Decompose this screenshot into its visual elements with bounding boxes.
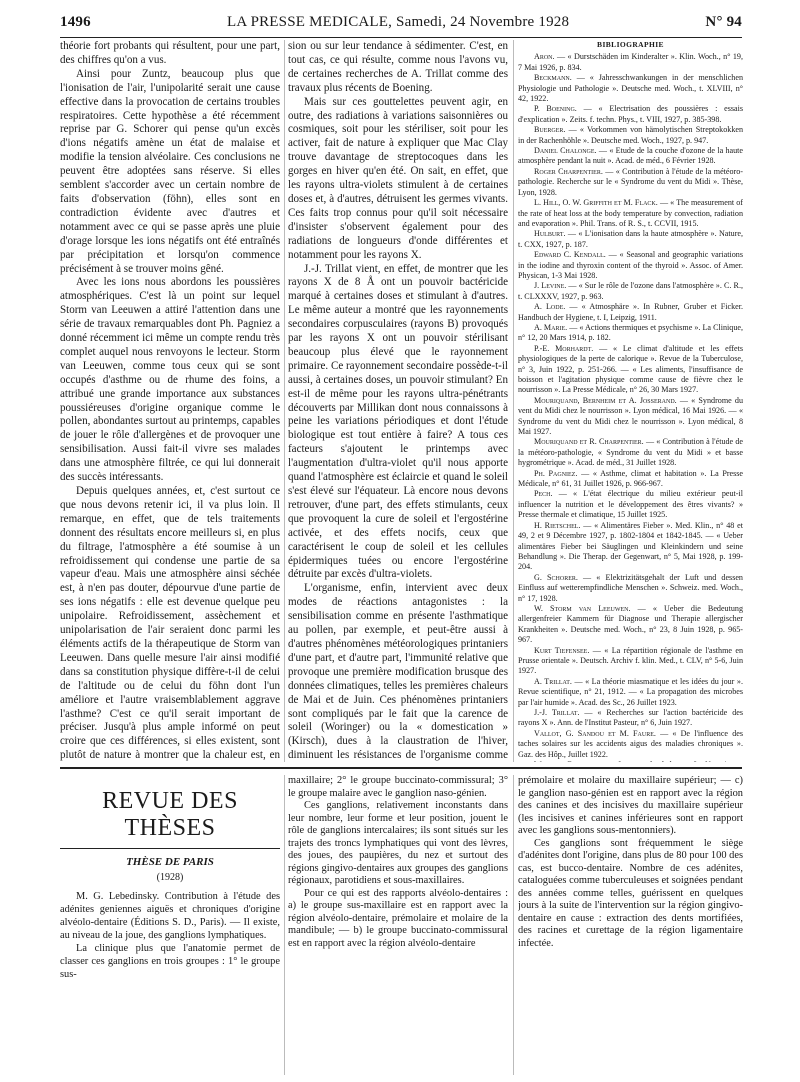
header-rule — [60, 37, 742, 38]
bibliography-entry — [518, 229, 743, 250]
these-year: (1928) — [156, 872, 184, 883]
bibliography-title: BIBLIOGRAPHIE — [597, 40, 664, 49]
bibliography-text: — « Electrisation des poussières : essais d'explication ». Zeits. f. techn. Phys., t. VIII, 1927, p. 385-398. — [518, 104, 743, 124]
bibliography-entry — [518, 469, 743, 490]
bibliography-text: — « Seasonal and geographic variations in the iodine and thyroxin content of the thyroid ». Assoc. of Amer. Physican, 1-3 Mai 1928. — [518, 250, 743, 280]
bibliography-entry — [518, 167, 743, 198]
bibliography-author: G. Schorer. — [534, 572, 578, 582]
bibliography-entry — [518, 281, 743, 302]
bibliography-text: — « Atmosphäre ». In Rubner, Gruber et Ficker. Handbuch der Hygiene, t. I, Leipzig, 1911. — [518, 302, 743, 322]
these-column-3 — [518, 775, 743, 1075]
bibliography-entry — [518, 437, 743, 468]
bibliography-author: Buerger. — [534, 125, 566, 135]
bibliography-text: — « La théorie miasmatique et les idées du jour ». Revue scientifique, n° 21, 1912. — « La propagation des microbes par l'air humide ». Acad. des Sc., 26 Juillet 1923. — [518, 676, 743, 707]
bibliography-author: Daniel Chalonge. — [534, 146, 597, 156]
bibliography-entry — [518, 677, 743, 708]
bibliography-text: — « Elektrizitätsgehalt der Luft und dessen Einfluss auf wetterempfindliche Menschen ». Schweiz. med. Woch., n° 17, 1928. — [518, 572, 743, 603]
bibliography-entry — [518, 250, 743, 281]
bibliography-author: A. Marie. — [534, 322, 568, 332]
bibliography-entry — [518, 573, 743, 604]
bibliography-list — [518, 52, 743, 762]
bibliography-entry — [518, 396, 743, 438]
bibliography-author: W. Storm van Leeuwen. — [534, 603, 631, 613]
bibliography-text: — « Alimentäres Fieber ». Med. Klin., n° 48 et 49, 2 et 9 Décembre 1927, p. 1802-1804 et 1842-1845. — « Ueber alimentäres Fieber bei Säuglingen und Kleinkindern und seine Behandlung ». Die Therap. der Gegenwart, n° 5, Mai 1928, p. 199-204. — [518, 520, 743, 572]
bibliography-entry — [518, 198, 743, 229]
bibliography-entry — [518, 146, 743, 167]
bibliography-entry — [518, 604, 743, 646]
bibliography-text: — « Ueber die Bedeutung allergenfreier Kammern für Diagnose und Therapie allergischer Krankheiten ». Deutsche med. Woch., n° 23, 8 Juin 1928, p. 965-967. — [518, 603, 743, 645]
paragraph: M. G. Lebedinsky. Contribution à l'étude des adénites geniennes aiguës et chroniques d'origine alvéolo-dentaire (Éditions S. D., Paris). — Il existe, au niveau de la joue, des ganglions lymphatiques. — [60, 891, 280, 941]
article-column-2 — [288, 40, 508, 762]
bibliography-text: — « La répartition régionale de l'asthme en Prusse orientale ». Deutsch. Archiv f. klin. Med., t. CLV, n° 5-6, Juin 1927. — [518, 645, 743, 676]
bibliography-text: — « Actions thermiques et psychisme ». La Clinique, n° 12, 20 Mars 1914, p. 182. — [518, 322, 743, 343]
bibliography-text: — « De l'influence des taches solaires sur les accidents aigus des maladies chroniques ». Gaz. des Hôp., Juillet 1922. — [518, 728, 743, 759]
bibliography-entry — [518, 760, 743, 762]
bibliography-entry — [518, 729, 743, 760]
section-rule — [60, 767, 742, 769]
paragraph: Ces ganglions, relativement inconstants dans leur nombre, leur forme et leur position, jouent le rôle de ganglions intercalaires; ils sont situés sur les trajets des troncs lymphatiques qui vont des lèvres, des joues, des paupières, du nez et surtout des régions gingivo-dentaires aux groupes des ganglions régionaux, parotidiens et sous-maxillaires. — [288, 800, 508, 886]
bibliography-author: P.-E. Morhardt. — [534, 343, 594, 353]
these-heading: THÈSE DE PARIS — [126, 856, 214, 868]
article-column-1 — [60, 40, 280, 762]
paragraph: Mais sur ces gouttelettes peuvent agir, en outre, des radiations à variations saisonnières ou cosmiques, soit pour les stériliser, soit pour les activer, fait de nature à expliquer que Mac Clay trouve davantage de streptocoques dans les gorges en hiver qu'en été. On sait, en effet, que les rayons ultra-violets stimulent à de certaines doses et, à d'autres, détruisent les germes vivants. Ces faits trop connus pour qu'il soit nécessaire d'insister s'observent également pour des radiations de longueurs d'onde différentes et notamment pour les rayons X. — [288, 95, 508, 261]
paragraph: L'organisme, enfin, intervient avec deux modes de réactions antagonistes : la sensibilisation comme en présente l'asthmatique au pollen, par exemple, et peut-être aussi à d'autres phénomènes météorologiques printaniers d'une part, et d'autre part, l'immunité relative que provoque une première modification brusque des données climatiques, telles les premières chaleurs de Mai et de Juin. Ces phénomènes printaniers sont compliqués par le fait que la carence de soleil (Woringer) ou la « domestication » (Kirsch), dues à la claustration de l'hiver, diminuent les résistances de l'organisme comme — [288, 582, 508, 762]
bibliography-text: — « Jahresschwankungen in der menschlichen Physiologie und Pathologie ». Deutsche med. Woch., t. XLVIII, n° 42, 1922. — [518, 73, 743, 104]
bibliography-author: Ph. Pagniez. — [534, 468, 578, 478]
bibliography-text: — « The measurement of the rate of heat loss at the body temperature by convection, radiation and evaporation ». Phil. Trans. of R. S., t. CCVII, 1915. — [518, 198, 743, 228]
bibliography-author: A. Trillat. — [534, 676, 572, 686]
bibliography-author: Aron. — [534, 52, 555, 62]
bibliography-author — [534, 760, 598, 762]
issue-number: N° 94 — [705, 14, 742, 30]
bibliography-entry — [518, 708, 743, 729]
paragraph: Depuis quelques années, et, c'est surtout ce que nous devons retenir ici, il va plus loin. Il remarque, en effet, que de tels traitements donnent des résultats encore meilleurs si, en plus du filtrage, l'atmosphère a été soumise à un refroidissement qui condense une partie de sa vapeur d'eau. Mais une atmosphère ainsi séchée est, à n'en pas douter, dépourvue d'une partie de ses ions négatifs : elle est devenue quelque peu unipolaire. Refroidissement, assèchement et unipolarisation de l'air seraient donc parmi les éléments actifs de la thérapeutique de Storm van Leeuwen. Dans quelle mesure l'air ainsi modifié dans sa constitution physique diffère-t-il de celui de l'altitude ou de celui du föhn dont l'un améliore et l'autre vraisemblablement aggrave l'asthme? C'est ce qu'il serait important de préciser. Jusqu'à plus ample informé on peut croire que ces différences, si elles existent, sont plutôt de nature à montrer que la chaleur est, en — [60, 485, 280, 762]
bibliography-entry — [518, 323, 743, 344]
bibliography-text: — « Etude de la couche d'ozone de la haute atmosphère pendant la nuit ». Acad. de méd., 6 Février 1928. — [518, 146, 743, 166]
bibliography-author: Beckmann. — [534, 73, 572, 83]
bibliography-author: L. Hill, O. W. Griffith et M. Flack. — [534, 198, 658, 208]
bibliography-entry — [518, 125, 743, 146]
bibliography-author: Mouriquand et R. Charpentier. — [534, 437, 644, 447]
paragraph: prémolaire et molaire du maxillaire supérieur; — c) le ganglion naso-génien est en rapport avec la région des canines et des incisives du maxillaire supérieur (les incisives et canines inférieures sont en rapport avec les ganglions sous-mentonniers). — [518, 775, 743, 836]
bibliography-text: — « Syndrome du vent du Midi chez le nourrisson ». Lyon médical, 16 Mai 1926. — « Syndrome du vent du Midi chez le nourrisson ». Lyon médical, 8 Mai 1927. — [518, 395, 743, 437]
paragraph: Ces ganglions sont fréquemment le siège d'adénites dont l'origine, dans plus de 80 pour 100 des cas, est bucco-dentaire. Nombre de ces adénites, cataloguées comme tuberculeuses et soignées pendant des années comme telles, guérissent en quelques jours à la suite de l'intervention sur la région gingivo-dentaire en cause : extraction des dents mortifiées, des racines et curettage de la région ligamentaire infectée. — [518, 837, 743, 949]
bibliography-author: Roger Charpentier. — [534, 166, 603, 176]
column-divider — [284, 775, 285, 1075]
bibliography-text: — « L'ionisation dans la haute atmosphère ». Nature, t. CXX, 1927, p. 187. — [518, 229, 743, 249]
bibliography-entry — [518, 104, 743, 125]
bibliography-text: — « Recherches sur l'action bactéricide des rayons X ». Ann. de l'Institut Pasteur, n° 6, Juin 1927. — [518, 708, 743, 728]
bibliography-author: J. Levine. — [534, 281, 567, 291]
paragraph: Avec les ions nous abordons les poussières atmosphériques. C'est là un point sur lequel Storm van Leeuwen a attiré l'attention dans une série de travaux remarquables dont Ph. Pagniez a donné récemment ici même un compte rendu très complet auquel nous renvoyons le lecteur. Storm van Leeuwen, comme tous ceux qui se sont occupés d'asthme ou de rhume des foins, a attribué une grande importance aux substances poussiéreuses d'origine organique comme le pollen, abondantes surtout au printemps, capables de jouer le rôle d'allergènes et de provoquer une sensibilisation. Aussi fait-il vivre ses malades dans une atmosphère filtrée, ce qui lui donnerait des succès intéressants. — [60, 276, 280, 484]
bibliography-author: H. Rietschel. — [534, 520, 581, 530]
bibliography-entry — [518, 521, 743, 573]
paragraph: Pour ce qui est des rapports alvéolo-dentaires : a) le groupe sus-maxillaire est en rapport avec la région alvéolo-dentaire, prémolaire et molaire de la mandibule; — b) le groupe buccinato-commissural est en rapport avec la région alvéolo-dentaire — [288, 887, 508, 949]
section-title: REVUE DES THÈSES — [60, 788, 280, 849]
bibliography-text: — « Contribution à l'étude de la météoro-pathologie. Recherche sur le « Syndrome du vent du Midi ». Thèse, Lyon, 1928. — [518, 166, 743, 197]
bibliography-text: — « Le climat d'altitude et les effets physiologiques de la perte de calorique ». Revue de la Tuberculose, n° 3, Juin 1922, p. 251-266. — « Les aliments, l'insuffisance de boisson et l'agitation physique comme cause de fièvre chez le nourrisson ». La Presse Médicale, n° 26, 30 Mars 1927. — [518, 343, 743, 395]
bibliography-text: — « Durstschäden im Kinderalter ». Klin. Woch., n° 19, 7 Mai 1926, p. 834. — [518, 52, 743, 72]
bibliography-author: Hulburt. — [534, 229, 566, 239]
bibliography-text: — « Vorkommen von hämolytischen Streptokokken in der Rachenhöhle ». Deutsche med. Woch., 1927, p. 947. — [518, 125, 743, 145]
bibliography-entry — [518, 73, 743, 104]
these-column-1 — [60, 856, 280, 1076]
bibliography-text: — « L'état électrique du milieu extérieur peut-il influencer la nutrition et le développement des êtres vivants? » Presse thermale et climatique, 15 Juillet 1925. — [518, 489, 743, 520]
bibliography-entry — [518, 344, 743, 396]
bibliography-author: Edward C. Kendall. — [534, 250, 606, 260]
bibliography-entry — [518, 489, 743, 520]
bibliography-entry — [518, 302, 743, 323]
bibliography-author: Mouriquand, Bernheim et A. Josserand. — [534, 395, 677, 405]
bibliography-text: — « Sur le rôle de l'ozone dans l'atmosphère ». C. R., t. CLXXXV, 1927, p. 963. — [518, 281, 743, 301]
bibliography-text: — « Asthme, climat et habitation ». La Presse Médicale, n° 61, 31 Juillet 1926, p. 966-967. — [518, 468, 743, 489]
column-divider — [284, 40, 285, 762]
page-number: 1496 — [60, 14, 91, 30]
these-column-2 — [288, 775, 508, 1075]
paragraph: J.-J. Trillat vient, en effet, de montrer que les rayons X de 8 Å ont un pouvoir bactéricide marqué à certaines doses et stimulant à d'autres. Le même auteur a montré que les rayonnements secondaires corpusculaires (rayons B) provoqués par les rayons X ont un pouvoir stérilisant beaucoup plus élevé que le rayonnement primaire. Ce rayonnement secondaire possède-t-il aussi, à certaines doses, un pouvoir stimulant? En est-il de même pour les rayons ultra-pénétrants découverts par Millikan dont nous connaissons à peine les variations périodiques et dont l'étude biologique est tout entière à faire? A tous ces facteurs s'ajoutent le printemps avec l'augmentation d'ultra-violet qu'il nous apporte quand l'atmosphère est éclaircie et quand le soleil s'est élevé sur l'équateur. Là encore nous devons retrouver, d'une part, des effets stimulants, ceux que provoquent la cure de soleil et l'ergostérine activée, et des effets nocifs, ceux que caractérisent le coup de soleil et les cellules épidermiques tuées ou encore l'ergostérine détruite par excès d'ultra-violets. — [288, 262, 508, 581]
bibliography-author: P. Boening. — [534, 104, 577, 114]
bibliography-text: — « Contribution à l'étude de la météoro-pathologie, « Syndrome du vent du Midi » et basse hygrométrique ». Acad. de méd., 31 Juillet 1928. — [518, 437, 743, 468]
paragraph: maxillaire; 2° le groupe buccinato-commissural; 3° le groupe malaire avec le ganglion naso-génien. — [288, 775, 508, 799]
journal-title: LA PRESSE MEDICALE, Samedi, 24 Novembre 1928 — [227, 14, 570, 30]
bibliography-author: Vallot, G. Sandou et M. Faure. — [534, 728, 656, 738]
column-divider — [513, 40, 514, 762]
paragraph: Ainsi pour Zuntz, beaucoup plus que l'ionisation de l'air, l'unipolarité serait une cause effective dans la provocation de certains troubles respiratoires. Cette hypothèse a été récemment reprise par G. Schorer qui pense qu'un excès d'ions négatifs amène un état de malaise et modifie la tension alvéolaire. Ces conclusions ne peuvent être adoptées sans réserve. Si elles semblent s'accorder avec un certain nombre de faits d'observation (föhn), elles sont en contradiction évidente avec d'autres et notamment avec ce qui se passe après une pluie d'orage lorsque les ions négatifs ont été entraînés par précipitation et lorsqu'on commence précisément à se trouver moins gêné. — [60, 67, 280, 275]
paragraph: La clinique plus que l'anatomie permet de classer ces ganglions en trois groupes : 1° le groupe sus- — [60, 943, 280, 980]
paragraph: sion ou sur leur tendance à sédimenter. C'est, en tout cas, ce qui résulte, comme nous l'avons vu, de certaines recherches de A. Trillat comme des travaux plus récents de Boening. — [288, 40, 508, 94]
bibliography-column — [518, 40, 743, 762]
paragraph: théorie fort probants qui résultent, pour une part, des chiffres qu'on a vus. — [60, 40, 280, 66]
bibliography-author: Pech. — [534, 489, 553, 499]
bibliography-author: J.-J. Trillat. — [534, 708, 580, 717]
bibliography-entry — [518, 52, 743, 73]
bibliography-author: Kurt Tiefensee. — [534, 645, 590, 655]
bibliography-entry — [518, 646, 743, 677]
bibliography-author: A. Lode. — [534, 302, 566, 312]
column-divider — [513, 775, 514, 1075]
page-header — [60, 14, 742, 36]
